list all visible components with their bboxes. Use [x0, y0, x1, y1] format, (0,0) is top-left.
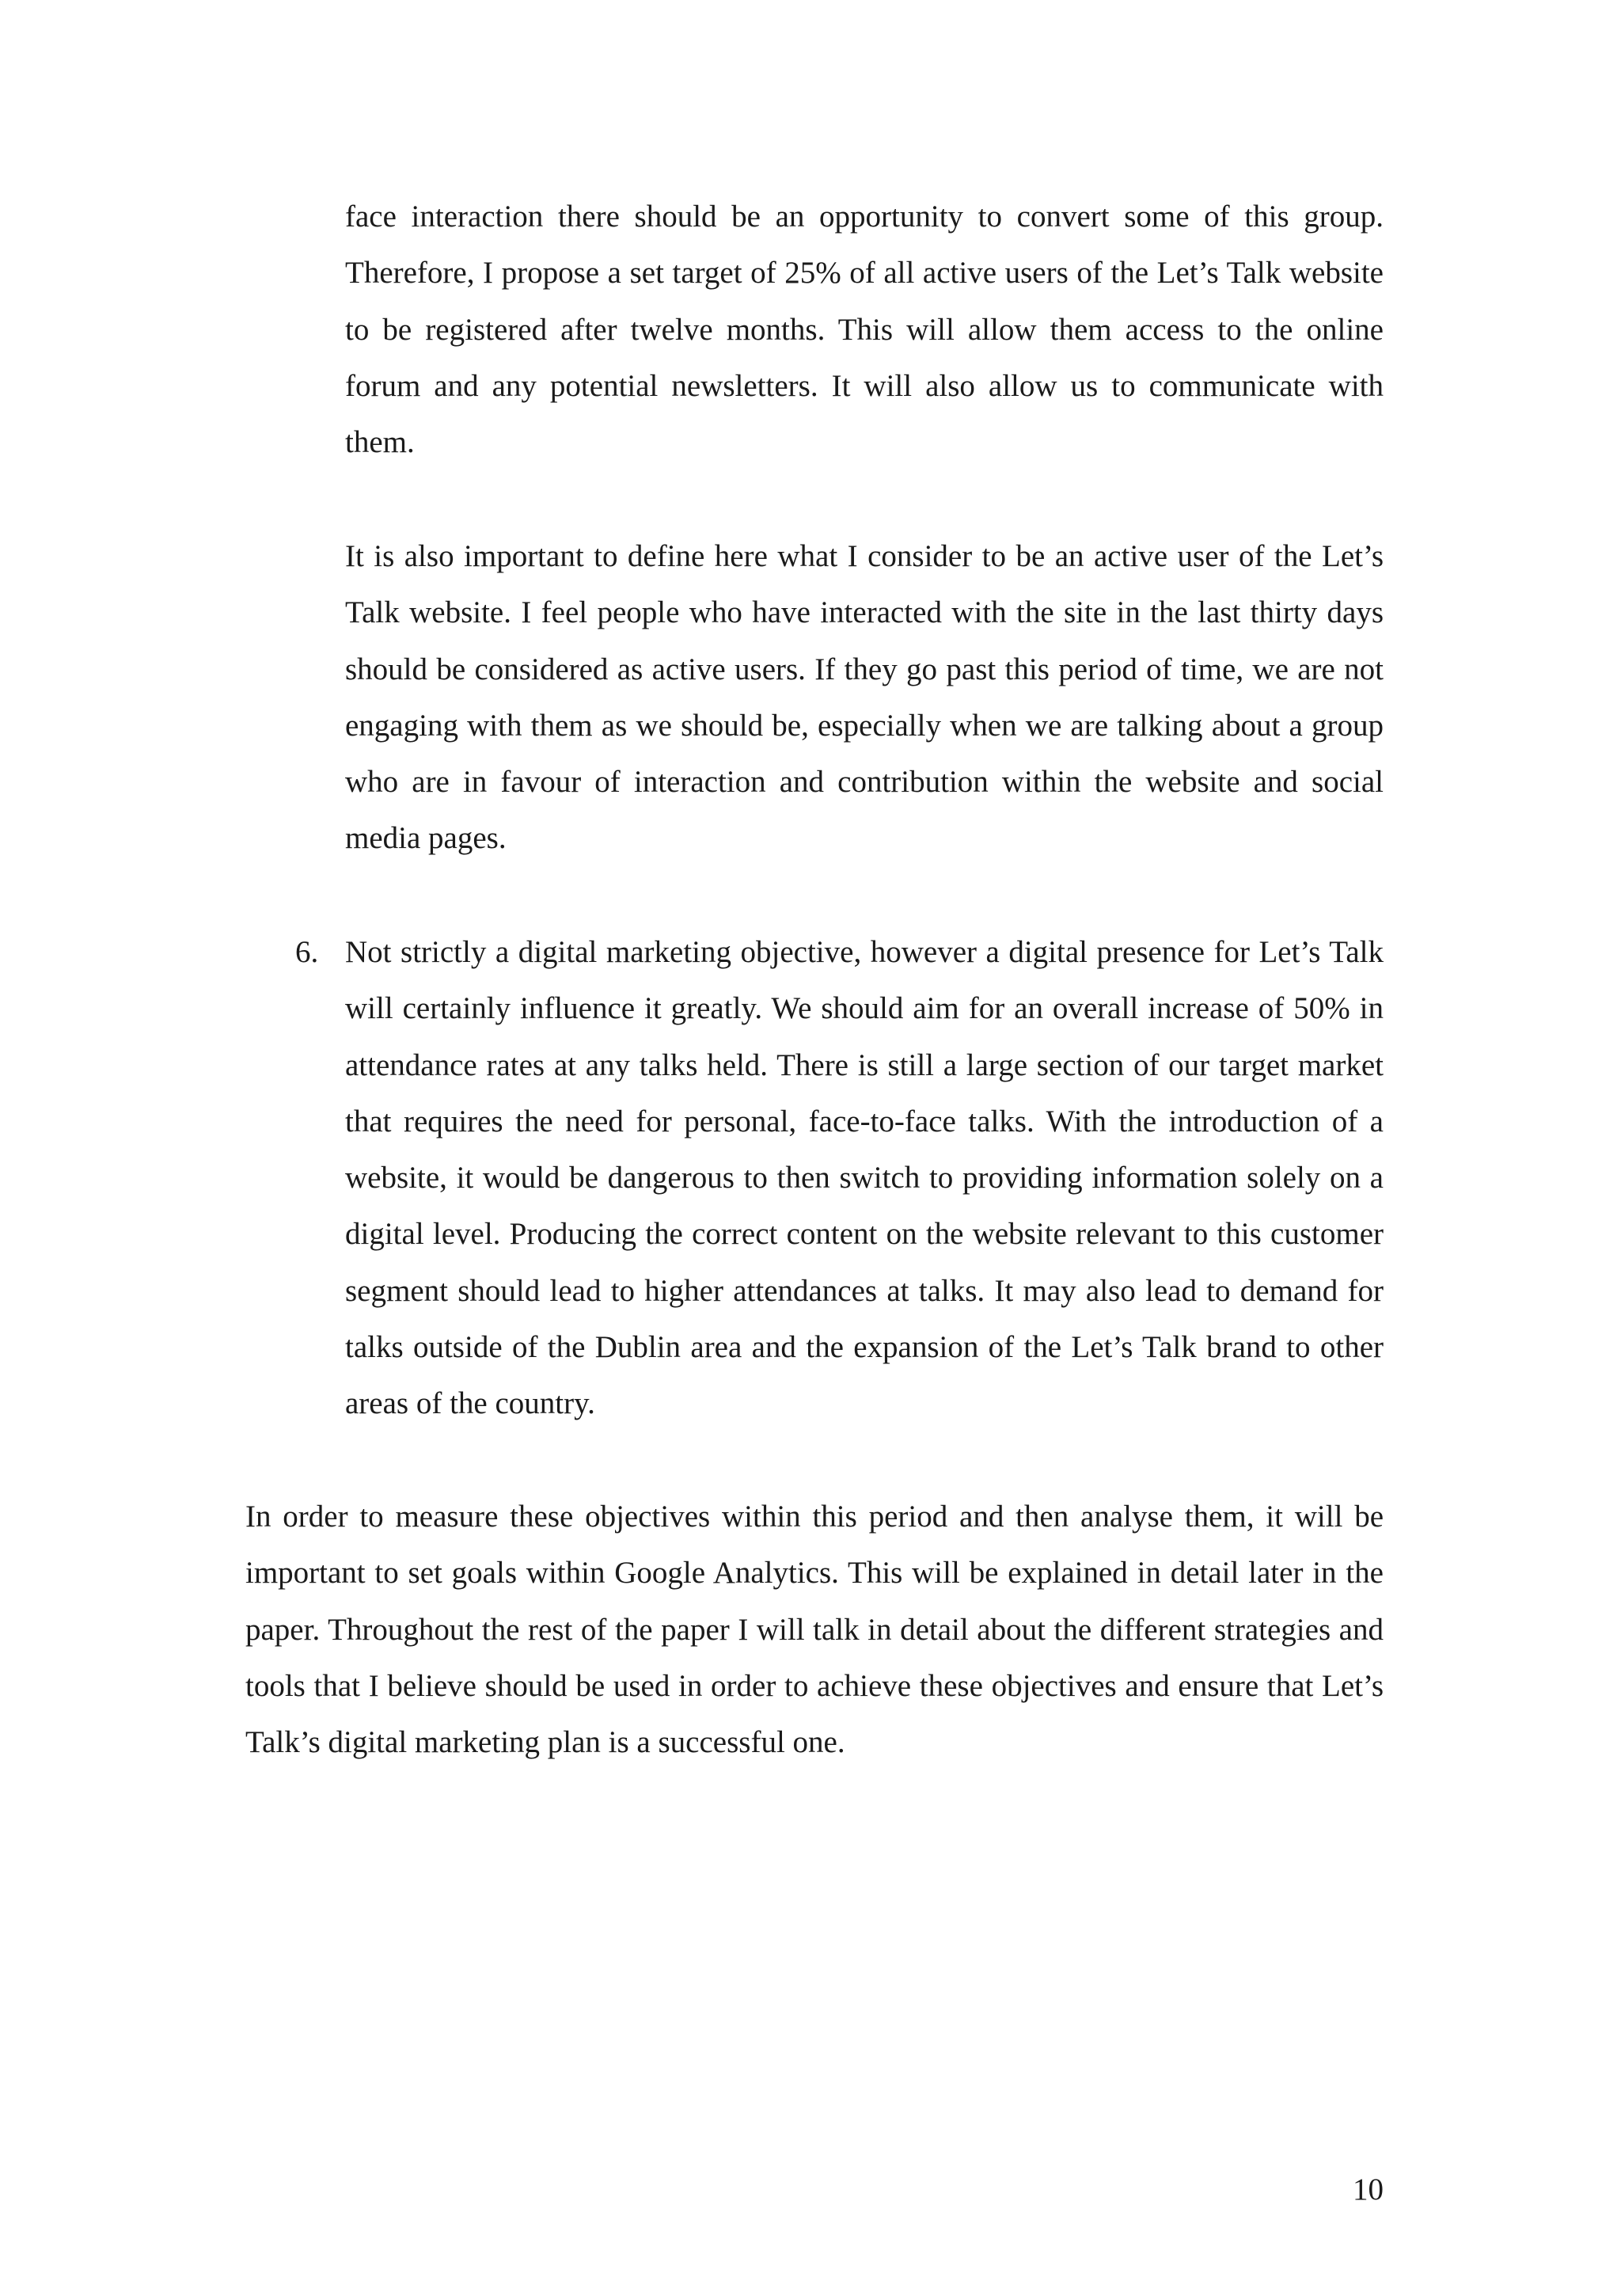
paragraph-measurement: In order to measure these objectives within this period and then analyse them, it will be important to set goals within Google Analytics. This will be explained in detail later in the paper. Throughout the rest of the paper I will talk in detail about the different strategies and tools that I believe should be used in order to achieve these objectives and ensure that Let’s Talk’s digital marketing plan is a successful one. [245, 1500, 1384, 1760]
paragraph-continued: face interaction there should be an opportunity to convert some of this group. Therefore, I propose a set target of 25% of all active users of the Let’s Talk website to be registered after twelve months. This will allow them access to the online forum and any potential newsletters. It will also allow us to communicate with them. [345, 200, 1384, 460]
list-item-number: 6. [295, 935, 319, 969]
paragraph-active-user-definition: It is also important to define here what I consider to be an active user of the Let’s Talk website. I feel people who have interacted with the site in the last thirty days should be considered as active users. If they go past this period of time, we are not engaging with them as we should be, especially when we are talking about a group who are in favour of interaction and contribution within the website and social media pages. [345, 539, 1384, 856]
page-number: 10 [1353, 2172, 1384, 2207]
list-item-6-text: Not strictly a digital marketing objective, however a digital presence for Let’s Talk will certainly influence it greatly. We should aim for an overall increase of 50% in attendance rates at any talks held. There is still a large section of our target market that requires the need for personal, face-to-face talks. With the introduction of a website, it would be dangerous to then switch to providing information solely on a digital level. Producing the correct content on the website relevant to this customer segment should lead to higher attendances at talks. It may also lead to demand for talks outside of the Dublin area and the expansion of the Let’s Talk brand to other areas of the country. [345, 935, 1384, 1421]
